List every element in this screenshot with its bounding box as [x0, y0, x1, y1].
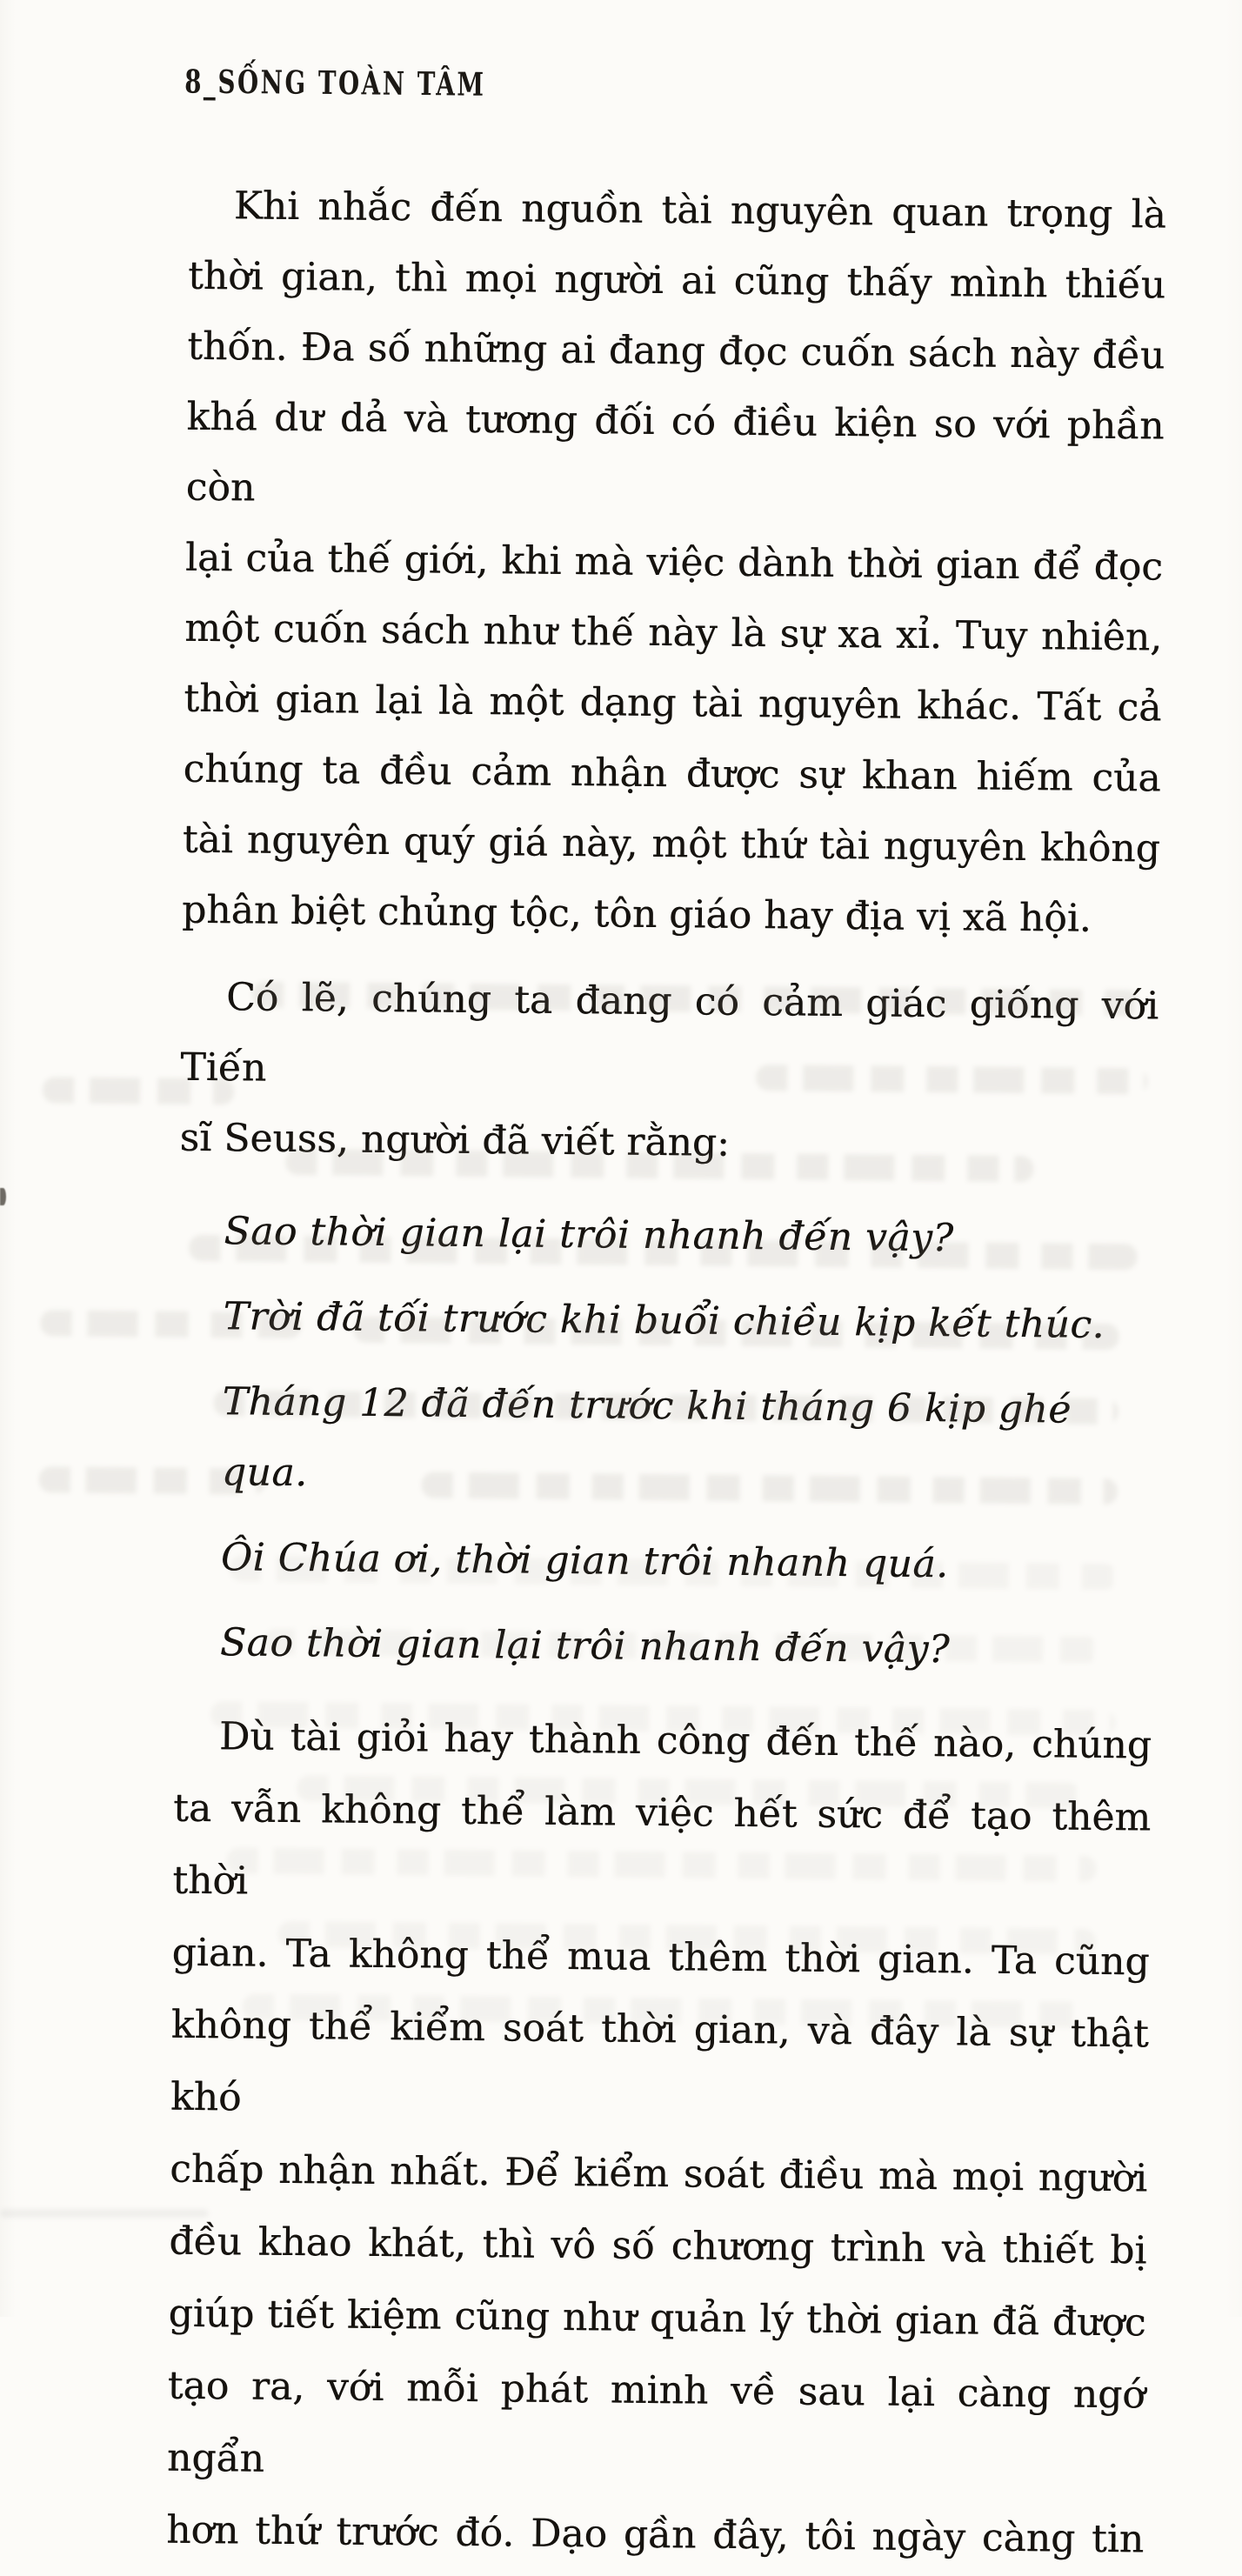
text-line: không thể kiểm soát thời gian, và đây là sự thật khó: [170, 2002, 1149, 2120]
text-line: đều khao khát, thì vô số chương trình và thiết bị: [169, 2219, 1147, 2273]
quote-line: Sao thời gian lại trôi nhanh đến vậy?: [224, 1209, 954, 1261]
paragraph: [182, 170, 1167, 955]
page-edge-speck: [0, 1188, 6, 1205]
paragraph: [166, 1700, 1152, 2576]
text-line: Khi nhắc đến nguồn tài nguyên quan trọng là: [233, 184, 1167, 237]
text-line: chúng ta đều cảm nhận được sự khan hiếm của: [183, 746, 1161, 801]
text-line: Có lẽ, chúng ta đang có cảm giác giống với Tiến: [180, 975, 1159, 1091]
text-line: khá dư dả và tương đối có điều kiện so với phần còn: [185, 394, 1165, 511]
text-line: thời gian lại là một dạng tài nguyên khác. Tất cả: [184, 676, 1162, 731]
quote-line: Tháng 12 đã đến trước khi tháng 6 kịp ghé qua.: [221, 1379, 1072, 1496]
paragraph: [179, 962, 1159, 1183]
quote-line: Trời đã tối trước khi buổi chiều kịp kết thúc.: [223, 1294, 1105, 1347]
text-line: phân biệt chủng tộc, tôn giáo hay địa vị xã hội.: [181, 887, 1092, 941]
text-line: tạo ra, với mỗi phát minh về sau lại càng ngớ ngẩn: [166, 2363, 1146, 2481]
text-line: hơn thứ trước đó. Dạo gần đây, tôi ngày càng tin: [165, 2507, 1145, 2562]
text-line: thốn. Đa số những ai đang đọc cuốn sách này đều: [187, 324, 1165, 378]
text-line: tài nguyên quý giá này, một thứ tài nguyên không: [182, 817, 1161, 871]
running-head: 8_SỐNG TOÀN TÂM: [184, 62, 486, 103]
quote-line: Sao thời gian lại trôi nhanh đến vậy?: [219, 1620, 951, 1672]
text-column: [166, 170, 1166, 2576]
page-edge-smudge: [0, 2209, 209, 2218]
text-line: ta vẫn không thể làm việc hết sức để tạo thêm thời: [172, 1785, 1152, 1904]
text-line: Dù tài giỏi hay thành công đến thế nào, chúng: [218, 1714, 1152, 1768]
text-line: gian. Ta không thể mua thêm thời gian. Ta cũng: [171, 1930, 1150, 1985]
text-line: lại của thế giới, khi mà việc dành thời gian để đọc: [184, 535, 1164, 590]
text-line: thời gian, thì mọi người ai cũng thấy mình thiếu: [187, 253, 1166, 308]
quote-line: Ôi Chúa ơi, thời gian trôi nhanh quá.: [220, 1535, 949, 1587]
text-line: chấp nhận nhất. Để kiểm soát điều mà mọi người: [169, 2146, 1148, 2201]
text-line: một cuốn sách như thế này là sự xa xỉ. Tuy nhiên,: [184, 605, 1163, 660]
text-line: sĩ Seuss, người đã viết rằng:: [179, 1115, 731, 1165]
poem-quote: [175, 1196, 1157, 1687]
text-line: giúp tiết kiệm cũng như quản lý thời gian đã được: [168, 2291, 1146, 2346]
